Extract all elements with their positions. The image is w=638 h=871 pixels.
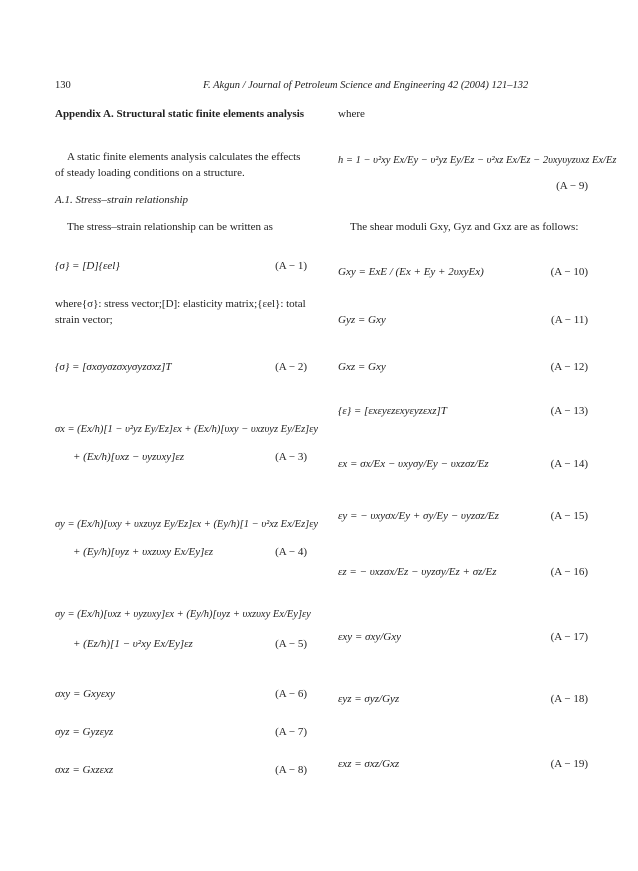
equation-a17 [338, 630, 588, 652]
equation-a9-tag [338, 179, 588, 201]
equation-a5-line2 [55, 637, 307, 659]
equation-a8 [55, 763, 307, 785]
equation-expression: h = 1 − υ²xy Ex/Ey − υ²yz Ey/Ez − υ²xz Ex/Ez − 2υxyυyzυxz Ex/Ez [338, 155, 617, 166]
equation-tag: (A − 17) [550, 631, 588, 643]
journal-citation: F. Akgun / Journal of Petroleum Science and Engineering 42 (2004) 121–132 [203, 80, 529, 91]
equation-a1 [55, 259, 307, 281]
equation-tag: (A − 13) [550, 405, 588, 417]
equation-expression: Gyz = Gxy [338, 314, 386, 326]
running-header [55, 80, 583, 94]
page-number: 130 [55, 80, 71, 91]
equation-a18 [338, 692, 588, 714]
equation-expression: Gxz = Gxy [338, 361, 386, 373]
equation-a14 [338, 457, 588, 479]
equation-expression: σyz = Gyzεyz [55, 726, 114, 738]
equation-tag: (A − 18) [550, 693, 588, 705]
equation-expression: σxy = Gxyεxy [55, 688, 115, 700]
equation-a15 [338, 509, 588, 531]
equation-a5-line1 [55, 607, 311, 629]
equation-tag: (A − 5) [275, 638, 307, 650]
equation-tag: (A − 10) [550, 266, 588, 278]
left-column [55, 107, 319, 807]
equation-tag: (A − 14) [550, 458, 588, 470]
equation-a9-line1 [338, 153, 617, 175]
appendix-heading: Appendix A. Structural static finite elements analysis [55, 108, 305, 120]
intro-paragraph: A static finite elements analysis calculates the effects of steady loading conditions on a structure. [55, 151, 301, 179]
equation-a3-line1 [55, 422, 319, 444]
equation-tag: (A − 11) [551, 314, 588, 326]
equation-expression: + (Ex/h)[υxz − υyzυxy]εz [73, 451, 184, 463]
where-paragraph: where{σ}: stress vector;[D]: elasticity matrix;{εel}: total strain vector; [55, 298, 306, 326]
equation-expression: σy = (Ex/h)[υxy + υxzυyz Ey/Ez]εx + (Ey/h)[1 − υ²xz Ex/Ez]εy [55, 519, 319, 530]
equation-tag: (A − 4) [275, 546, 307, 558]
equation-expression: σy = (Ex/h)[υxz + υyzυxy]εx + (Ey/h)[υyz + υxzυxy Ex/Ey]εy [55, 609, 311, 620]
equation-a4-line2 [55, 545, 307, 567]
section-heading: A.1. Stress–strain relationship [55, 194, 189, 206]
equation-tag: (A − 8) [275, 764, 307, 776]
equation-tag: (A − 1) [275, 260, 307, 272]
equation-expression: {ε} = [εxεyεzεxyεyzεxz]T [338, 405, 447, 417]
equation-tag: (A − 12) [550, 361, 588, 373]
relation-text: The stress–strain relationship can be written as [67, 221, 273, 233]
equation-expression: + (Ez/h)[1 − υ²xy Ex/Ey]εz [73, 638, 193, 650]
equation-expression: εx = σx/Ex − υxyσy/Ey − υxzσz/Ez [338, 458, 489, 470]
equation-a6 [55, 687, 307, 709]
equation-a12 [338, 360, 588, 382]
equation-tag: (A − 19) [550, 758, 588, 770]
equation-a7 [55, 725, 307, 747]
equation-a4-line1 [55, 517, 319, 539]
equation-expression: εz = − υxzσx/Ez − υyzσy/Ez + σz/Ez [338, 566, 497, 578]
equation-a13 [338, 404, 588, 426]
equation-a2 [55, 360, 307, 382]
equation-tag: (A − 7) [275, 726, 307, 738]
right-column [338, 107, 617, 807]
equation-expression: εyz = σyz/Gyz [338, 693, 400, 705]
equation-tag: (A − 3) [275, 451, 307, 463]
equation-expression: εy = − υxyσx/Ey + σy/Ey − υyzσz/Ez [338, 510, 499, 522]
equation-tag: (A − 6) [275, 688, 307, 700]
where-label: where [338, 108, 365, 120]
equation-tag: (A − 15) [550, 510, 588, 522]
equation-expression: {σ} = [D]{εel} [55, 260, 120, 272]
equation-tag: (A − 2) [275, 361, 307, 373]
equation-expression: εxz = σxz/Gxz [338, 758, 400, 770]
equation-expression: Gxy = ExE / (Ex + Ey + 2υxyEx) [338, 266, 484, 278]
equation-expression: {σ} = [σxσyσzσxyσyzσxz]T [55, 361, 172, 373]
equation-a19 [338, 757, 588, 779]
equation-expression: εxy = σxy/Gxy [338, 631, 401, 643]
equation-expression: σxz = Gxzεxz [55, 764, 114, 776]
equation-tag: (A − 9) [556, 180, 588, 192]
equation-expression: + (Ey/h)[υyz + υxzυxy Ex/Ey]εz [73, 546, 214, 558]
equation-a11 [338, 313, 588, 335]
shear-moduli-text: The shear moduli Gxy, Gyz and Gxz are as follows: [350, 221, 579, 233]
equation-a16 [338, 565, 588, 587]
equation-a10 [338, 265, 588, 287]
equation-expression: σx = (Ex/h)[1 − υ²yz Ey/Ez]εx + (Ex/h)[υxy − υxzυyz Ey/Ez]εy [55, 424, 319, 435]
equation-tag: (A − 16) [550, 566, 588, 578]
equation-a3-line2 [55, 450, 307, 472]
